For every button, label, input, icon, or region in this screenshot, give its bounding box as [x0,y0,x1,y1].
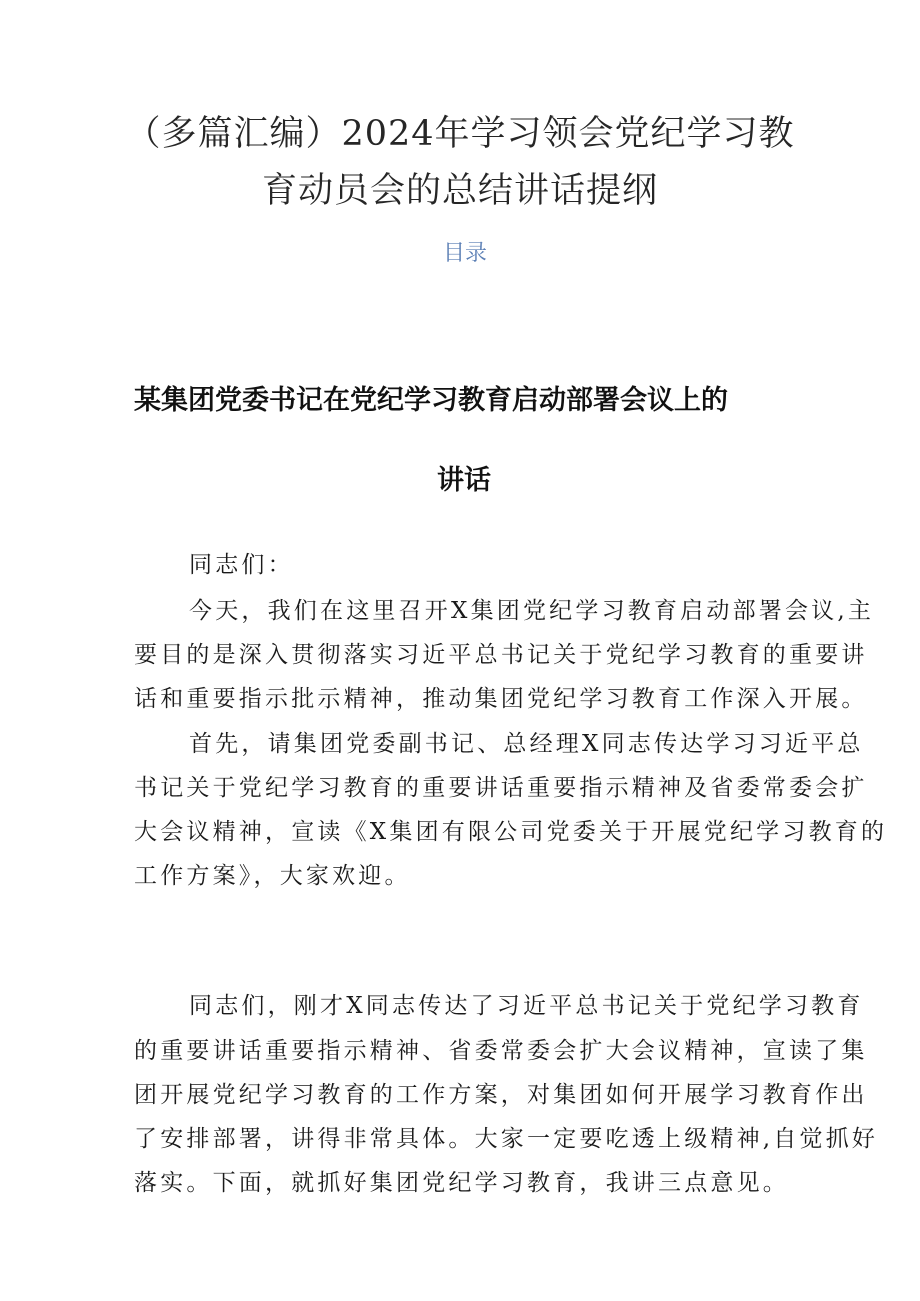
body-text-line: 团开展党纪学习教育的工作方案，对集团如何开展学习教育作出 [134,1082,868,1108]
body-text-line: 书记关于党纪学习教育的重要讲话重要指示精神及省委常委会扩 [134,775,868,801]
body-text-line: 的重要讲话重要指示精神、省委常委会扩大会议精神，宣读了集 [134,1038,868,1064]
document-title-line-1: （多篇汇编）2024年学习领会党纪学习教 [125,114,795,154]
body-text-line: 落实。下面，就抓好集团党纪学习教育，我讲三点意见。 [134,1170,789,1196]
body-text-line: 要目的是深入贯彻落实习近平总书记关于党纪学习教育的重要讲 [134,642,868,668]
table-of-contents-link[interactable]: 目录 [442,241,487,266]
body-text-line: 话和重要指示批示精神，推动集团党纪学习教育工作深入开展。 [134,686,868,712]
section-heading-line-1: 某集团党委书记在党纪学习教育启动部署会议上的 [134,385,728,416]
body-text-line: 今天，我们在这里召开X集团党纪学习教育启动部署会议,主 [189,598,875,624]
body-text-line: 同志们： [189,552,294,578]
document-title-line-2: 育动员会的总结讲话提纲 [261,171,658,211]
body-text-line: 工作方案》，大家欢迎。 [134,863,411,889]
body-text-line: 同志们，刚才X同志传达了习近平总书记关于党纪学习教育 [189,993,864,1019]
body-text-line: 了安排部署，讲得非常具体。大家一定要吃透上级精神,自觉抓好 [134,1126,879,1152]
section-heading-line-2: 讲话 [437,465,491,496]
body-text-line: 大会议精神，宣读《X集团有限公司党委关于开展党纪学习教育的 [134,819,888,845]
body-text-line: 首先，请集团党委副书记、总经理X同志传达学习习近平总 [189,731,864,757]
